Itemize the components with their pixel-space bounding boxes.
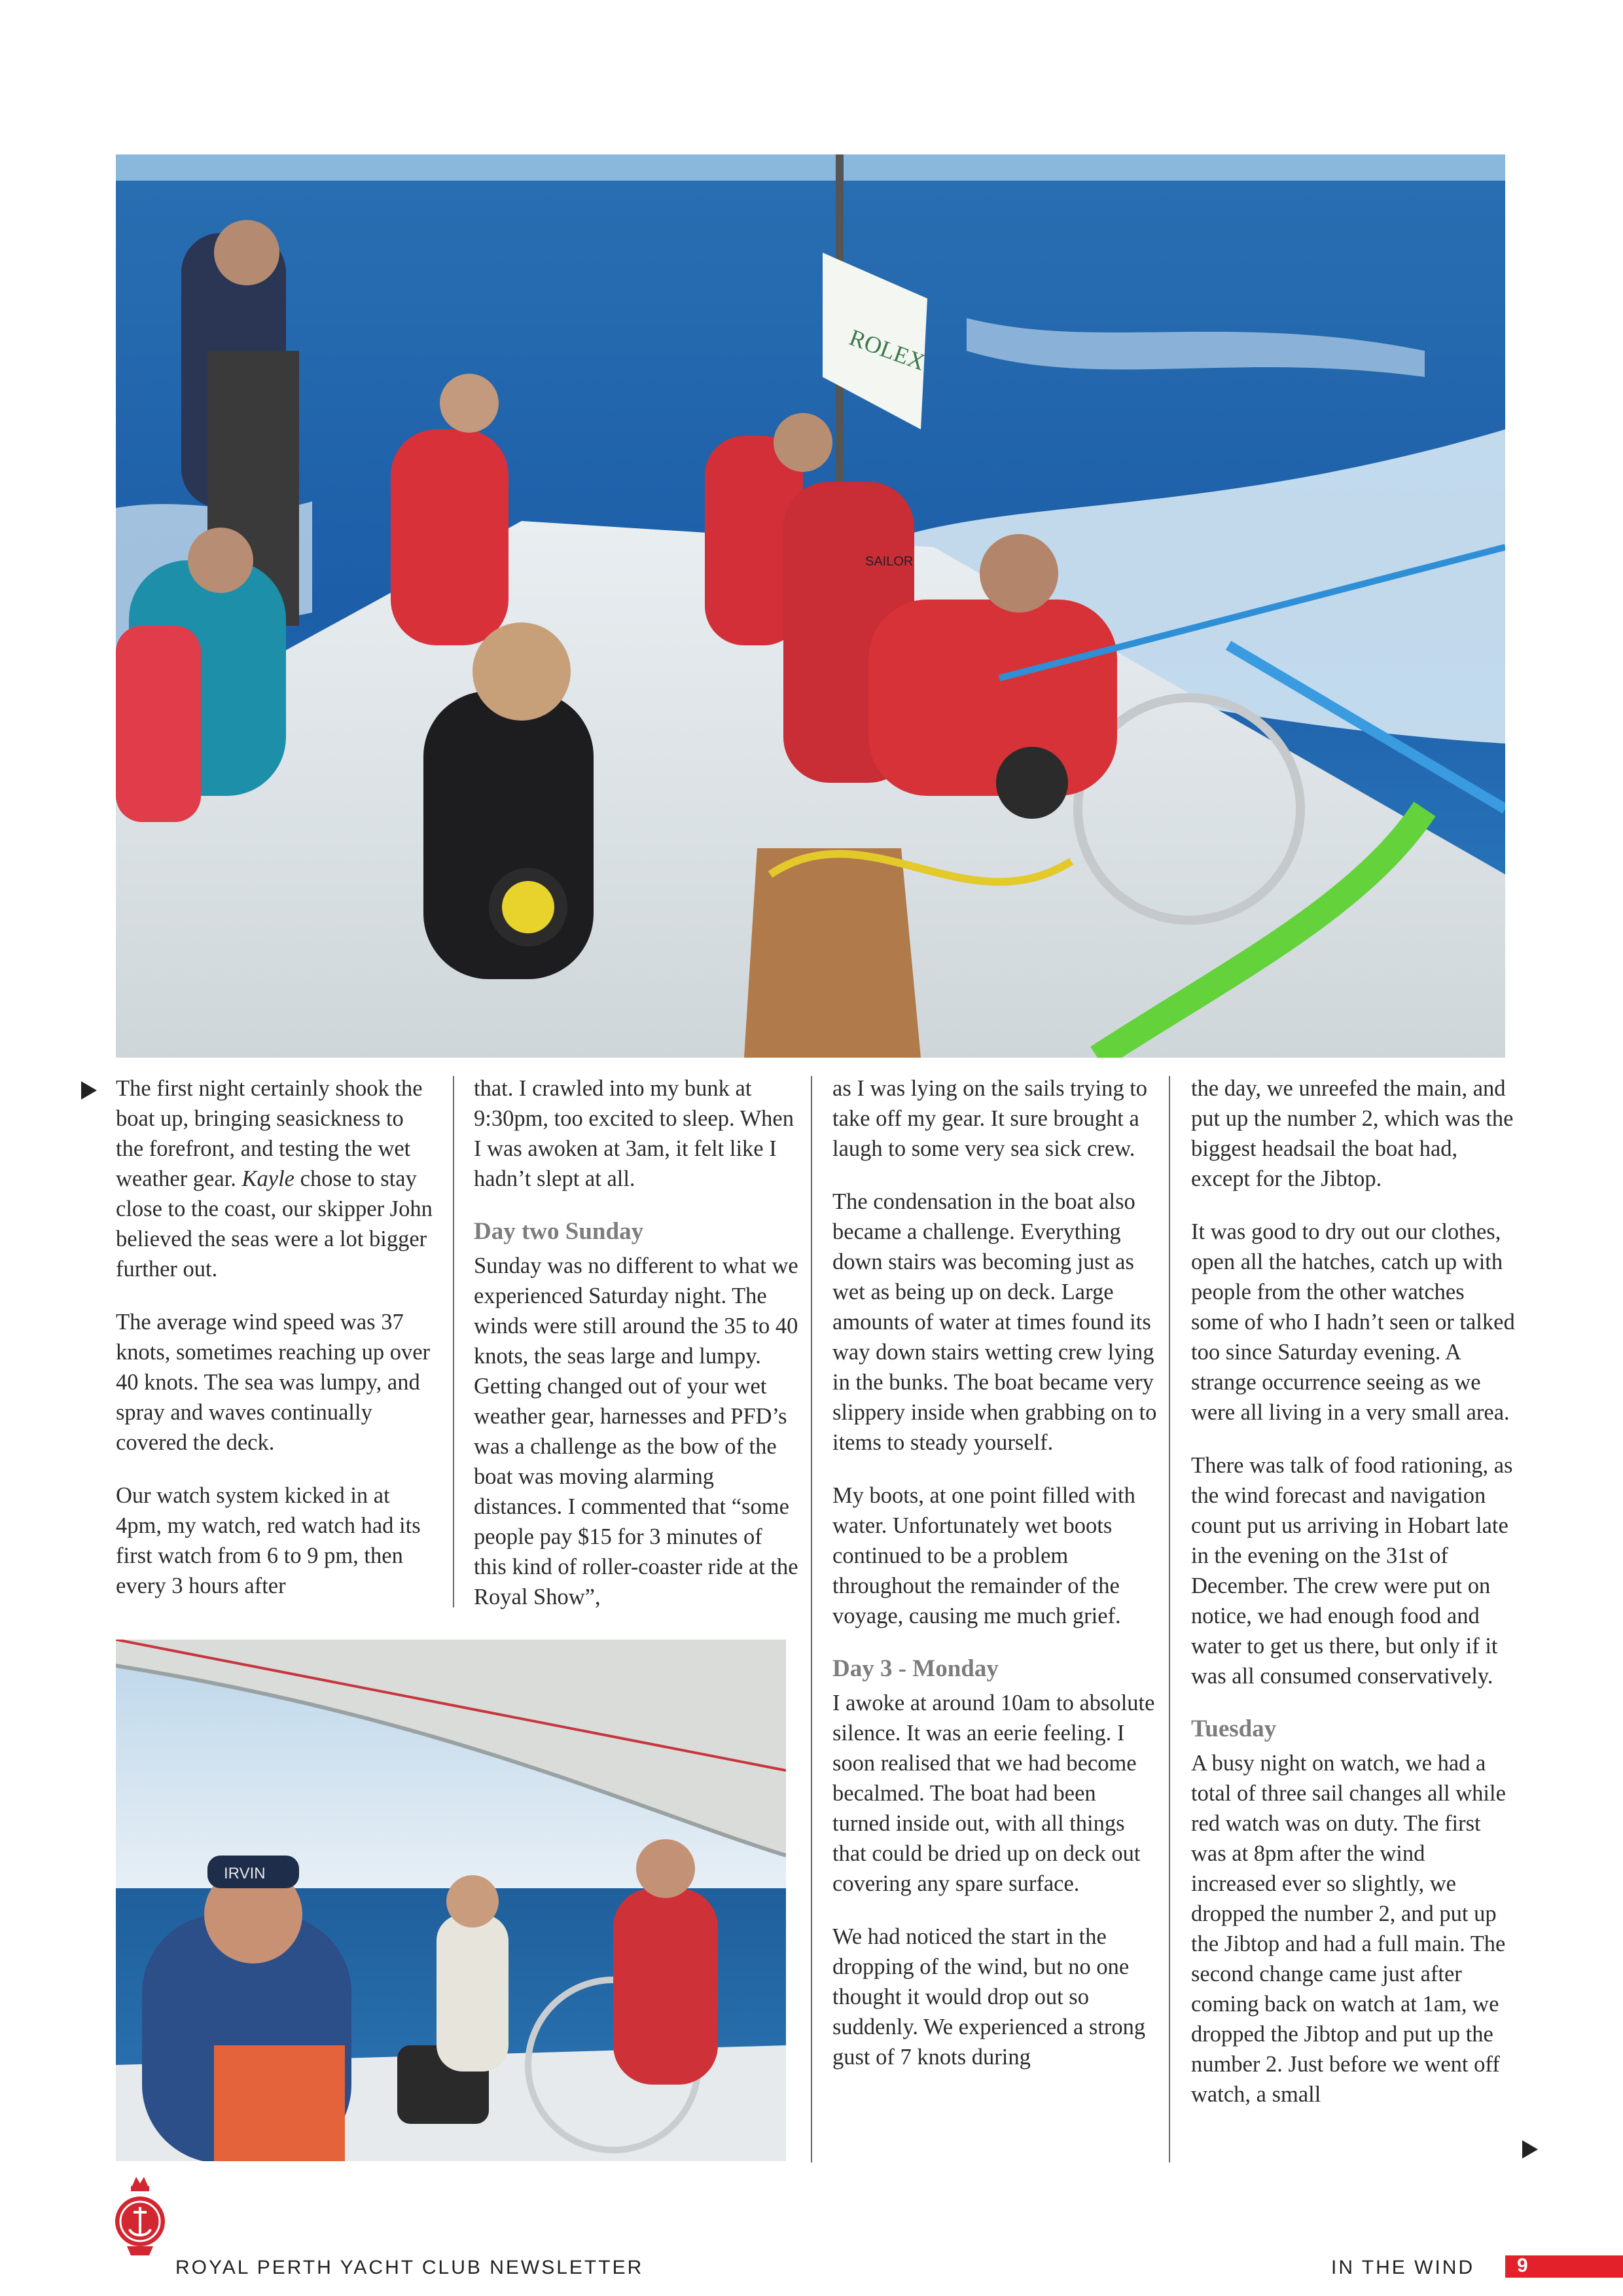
section-title: IN THE WIND (1331, 2257, 1475, 2278)
sailor-panel-text: SAILOR (865, 554, 914, 569)
boat-name: Kayle (241, 1166, 294, 1191)
section-heading: Day two Sunday (474, 1218, 644, 1245)
article-column-2 (474, 1073, 798, 1635)
paragraph: A busy night on watch, we had a total of three sail changes all while red watch was on duty. The first was at 8pm after the wind increased ever so slightly, we dropped the number 2, and put up the Jibtop and had a full main. The second change came just after coming back on watch at 1am, we dropped the Jibtop and put up the number 2. Just before we went off watch, a small (1191, 1751, 1506, 2107)
article-column-4 (1191, 1073, 1516, 2132)
continuation-arrow-icon (81, 1081, 97, 1100)
crew-at-helm-photo (116, 1640, 786, 2161)
paragraph: My boots, at one point filled with water. Unfortunately wet boots continued to be a problem throughout the remainder of the voyage, causing me much grief. (832, 1483, 1135, 1628)
paragraph: Our watch system kicked in at 4pm, my watch, red watch had its first watch from 6 to 9 pm, then every 3 hours after (116, 1483, 421, 1598)
column-divider (1169, 1076, 1170, 2162)
crew-at-helm-illustration (116, 1640, 786, 2161)
paragraph: The first night certainly shook the boat up, bringing seasickness to the forefront, and testing the wet weather gear. Kayle chose to stay close to the coast, our skipper John believed the seas were a lot bigger further out. (116, 1076, 433, 1282)
flag-text: ROLEX (846, 324, 929, 376)
newsletter-title: ROYAL PERTH YACHT CLUB NEWSLETTER (175, 2257, 644, 2278)
crew-on-deck-illustration (116, 154, 1505, 1058)
cap-text: IRVIN (224, 1865, 266, 1882)
section-heading: Tuesday (1191, 1715, 1277, 1742)
club-crest-logo (113, 2173, 168, 2258)
column-divider (453, 1076, 454, 1607)
paragraph: We had noticed the start in the dropping of the wind, but no one thought it would drop out so suddenly. We experienced a strong gust of 7 knots during (832, 1924, 1146, 2070)
column-divider (811, 1076, 812, 2162)
article-column-1 (116, 1073, 437, 1624)
paragraph: The condensation in the boat also became a challenge. Everything down stairs was becoming just as wet as being up on deck. Large amounts of water at times found its way down stairs wetting crew lying in the bunks. The boat became very slippery inside when grabbing on to items to steady yourself. (832, 1189, 1157, 1455)
paragraph: There was talk of food rationing, as the wind forecast and navigation count put us arriving in Hobart late in the evening on the 31st of December. The crew were put on notice, we had enough food and water to get us there, but only if it was all consumed conservatively. (1191, 1453, 1513, 1689)
crew-on-deck-photo (116, 154, 1505, 1058)
paragraph: It was good to dry out our clothes, open all the hatches, catch up with people from the other watches some of who I hadn’t seen or talked too since Saturday evening. A strange occurrence seeing as we were all living in a very small area. (1191, 1219, 1515, 1425)
section-heading: Day 3 - Monday (832, 1655, 999, 1682)
page-number: 9 (1517, 2255, 1528, 2276)
paragraph: The average wind speed was 37 knots, sometimes reaching up over 40 knots. The sea was lumpy, and spray and waves continually covered the deck. (116, 1310, 431, 1455)
article-column-3 (832, 1073, 1157, 2095)
paragraph: as I was lying on the sails trying to take off my gear. It sure brought a laugh to some very sea sick crew. (832, 1076, 1148, 1161)
continued-arrow-icon (1522, 2140, 1538, 2159)
paragraph: the day, we unreefed the main, and put up the number 2, which was the biggest headsail the boat had, except for the Jibtop. (1191, 1076, 1514, 1191)
paragraph: Sunday was no different to what we experienced Saturday night. The winds were still around the 35 to 40 knots, the seas large and lumpy. Getting changed out of your wet weather gear, harnesses and PFD’s was a challenge as the bow of the boat was moving alarming distances. I commented that “some people pay $15 for 3 minutes of this kind of roller-coaster ride at the Royal Show”, (474, 1253, 798, 1609)
paragraph: that. I crawled into my bunk at 9:30pm, too excited to sleep. When I was awoken at 3am, it felt like I hadn’t slept at all. (474, 1076, 794, 1191)
paragraph: I awoke at around 10am to absolute silence. It was an eerie feeling. I soon realised that we had become becalmed. The boat had been turned inside out, with all things that could be dried up on deck out covering any spare surface. (832, 1691, 1155, 1896)
